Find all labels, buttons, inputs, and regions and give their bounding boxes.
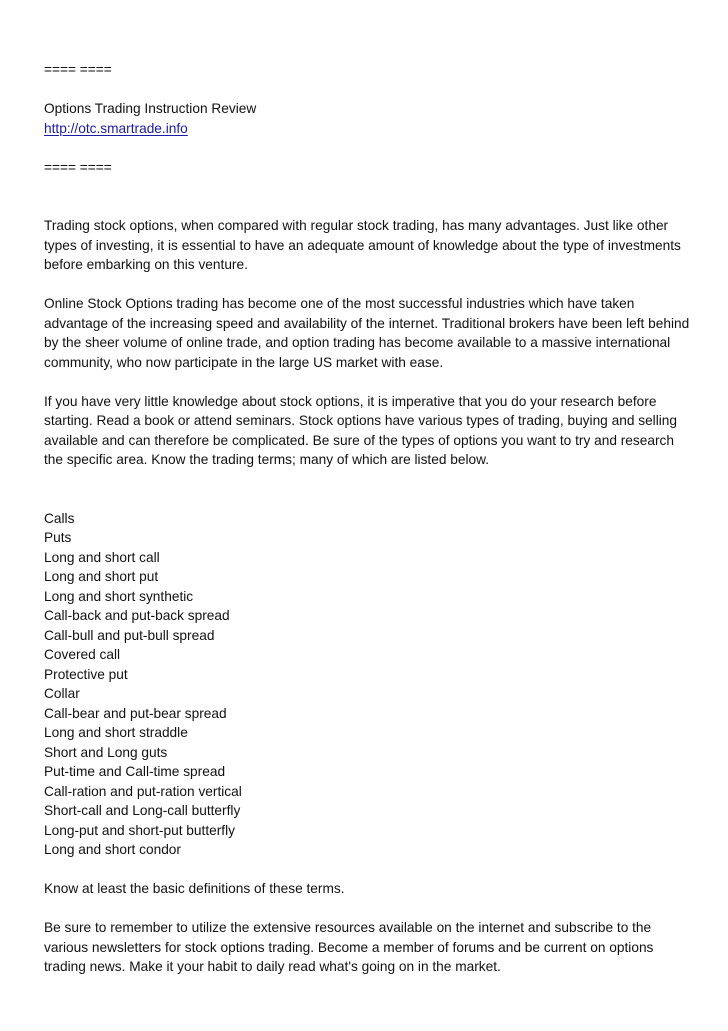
document-page xyxy=(44,60,692,996)
paragraph-research: If you have very little knowledge about stock options, it is imperative that you do your research before starting. Read a book or attend seminars. Stock options have various types of trading, buying and selling available and can therefore be complicated. Be sure of the types of options you want to try and research the specific area. Know the trading terms; many of which are listed below. xyxy=(44,393,678,467)
term-item: Protective put xyxy=(44,666,128,682)
spacer xyxy=(44,138,692,158)
paragraph-intro: Trading stock options, when compared with regular stock trading, has many advantages. Just like other types of investing, it is essential to have an adequate amount of knowledge about the type of investments before embarking on this venture. xyxy=(44,218,681,272)
term-item: Call-bull and put-bull spread xyxy=(44,627,215,643)
term-item: Call-ration and put-ration vertical xyxy=(44,783,242,799)
term-item: Long and short straddle xyxy=(44,725,188,740)
paragraph-basic-definitions: Know at least the basic definitions of these terms. xyxy=(44,881,345,896)
spacer xyxy=(44,177,692,216)
separator-bottom: ==== ==== xyxy=(44,159,112,175)
document-title: Options Trading Instruction Review xyxy=(44,101,257,116)
term-item: Long-put and short-put butterfly xyxy=(44,822,235,838)
term-item: Short-call and Long-call butterfly xyxy=(44,803,241,818)
term-item: Call-bear and put-bear spread xyxy=(44,705,227,721)
spacer xyxy=(44,860,692,880)
term-item: Long and short put xyxy=(44,569,159,584)
term-item: Covered call xyxy=(44,647,121,662)
source-link[interactable]: http://otc.smartrade.info xyxy=(44,120,188,136)
term-item: Calls xyxy=(44,510,75,526)
paragraph-online-trading: Online Stock Options trading has become one of the most successful industries which have taken advantage of the increasing speed and availability of the internet. Traditional brokers have been left behind by the sheer volume of online trade, and option trading has become available to a massive international community, who now participate in the large US market with ease. xyxy=(44,296,690,370)
spacer xyxy=(44,80,692,100)
term-item: Put-time and Call-time spread xyxy=(44,764,226,779)
term-item: Puts xyxy=(44,530,72,545)
term-item: Long and short condor xyxy=(44,842,181,857)
separator-top: ==== ==== xyxy=(44,62,112,77)
paragraph-resources: Be sure to remember to utilize the extensive resources available on the internet and subscribe to the various newsletters for stock options trading. Become a member of forums and be current on options trading news. Make it your habit to daily read what's going on in the market. xyxy=(44,920,654,974)
term-item: Long and short call xyxy=(44,549,160,565)
trading-terms-list xyxy=(44,509,692,860)
term-item: Call-back and put-back spread xyxy=(44,608,230,623)
spacer xyxy=(44,489,692,509)
term-item: Short and Long guts xyxy=(44,744,168,760)
term-item: Long and short synthetic xyxy=(44,588,194,604)
term-item: Collar xyxy=(44,686,80,701)
